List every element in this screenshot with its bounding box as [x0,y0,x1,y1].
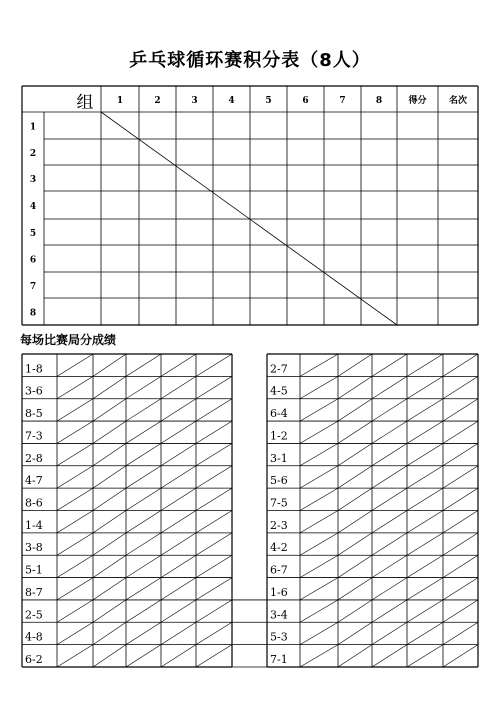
score-diagonal-line [443,399,478,421]
score-diagonal-line [300,600,338,622]
match-label: 2-5 [25,608,43,622]
score-diagonal-line [300,376,338,398]
score-diagonal-line [196,399,232,421]
score-diagonal-line [300,533,338,555]
score-diagonal-line [93,466,126,488]
score-diagonal-line [57,354,93,376]
score-diagonal-line [126,622,161,644]
row-label: 5 [29,229,37,239]
score-diagonal-line [161,555,196,577]
score-diagonal-line [161,645,196,667]
column-header: 1 [116,96,124,106]
score-diagonal-line [161,578,196,600]
score-diagonal-line [443,622,478,644]
score-diagonal-line [161,622,196,644]
score-diagonal-line [161,533,196,555]
score-diagonal-line [196,645,232,667]
score-diagonal-line [93,622,126,644]
score-diagonal-line [126,399,161,421]
match-label: 3-1 [270,451,288,465]
score-diagonal-line [372,622,407,644]
score-diagonal-line [126,511,161,533]
match-label: 5-6 [270,474,288,488]
score-diagonal-line [372,533,407,555]
score-diagonal-line [407,533,443,555]
match-label: 4-8 [25,630,43,644]
score-diagonal-line [126,555,161,577]
score-diagonal-line [338,399,372,421]
match-label: 5-1 [25,563,43,577]
score-diagonal-line [57,600,93,622]
match-label: 2-3 [270,518,288,532]
match-label: 4-7 [25,474,43,488]
score-diagonal-line [126,600,161,622]
score-diagonal-line [196,354,232,376]
score-diagonal-line [93,376,126,398]
score-diagonal-line [93,555,126,577]
match-label: 1-2 [270,429,288,443]
score-diagonal-line [300,354,338,376]
score-diagonal-line [161,399,196,421]
score-diagonal-line [338,466,372,488]
score-diagonal-line [443,443,478,465]
match-label: 8-5 [25,407,43,421]
score-diagonal-line [126,488,161,510]
row-label: 6 [29,255,37,266]
match-label: 8-6 [25,496,43,510]
score-diagonal-line [407,622,443,644]
score-diagonal-line [407,488,443,510]
score-diagonal-line [161,600,196,622]
score-diagonal-line [57,488,93,510]
score-diagonal-line [407,555,443,577]
score-diagonal-line [372,488,407,510]
score-diagonal-line [93,533,126,555]
score-diagonal-line [196,466,232,488]
score-diagonal-line [57,578,93,600]
score-diagonal-line [57,421,93,443]
score-diagonal-line [196,488,232,510]
match-label: 1-6 [270,585,288,599]
score-diagonal-line [407,421,443,443]
row-label: 3 [29,175,37,185]
row-label: 2 [29,149,37,159]
score-diagonal-line [196,376,232,398]
column-header: 4 [228,96,235,106]
rank-header: 名次 [448,96,468,106]
score-diagonal-line [126,443,161,465]
match-label: 2-8 [25,451,43,465]
score-diagonal-line [126,421,161,443]
score-diagonal-line [443,600,478,622]
match-section-title: 每场比赛局分成绩 [20,333,117,347]
score-diagonal-line [126,354,161,376]
score-diagonal-line [300,645,338,667]
score-diagonal-line [93,578,126,600]
match-label: 7-3 [25,429,43,443]
score-diagonal-line [443,533,478,555]
score-diagonal-line [372,443,407,465]
column-header: 3 [191,96,198,106]
match-label: 3-4 [270,608,288,622]
score-diagonal-line [300,555,338,577]
score-diagonal-line [443,488,478,510]
score-diagonal-line [126,645,161,667]
score-diagonal-line [126,533,161,555]
score-diagonal-line [161,511,196,533]
score-diagonal-line [407,578,443,600]
match-label: 8-7 [25,585,43,599]
score-diagonal-line [161,443,196,465]
column-header: 7 [339,96,346,106]
score-diagonal-line [443,421,478,443]
score-diagonal-line [407,645,443,667]
score-diagonal-line [338,354,372,376]
score-diagonal-line [443,578,478,600]
score-diagonal-line [196,533,232,555]
score-diagonal-line [338,533,372,555]
score-diagonal-line [57,399,93,421]
score-diagonal-line [93,443,126,465]
score-diagonal-line [161,488,196,510]
score-diagonal-line [300,488,338,510]
score-diagonal-line [372,354,407,376]
score-diagonal-line [93,511,126,533]
match-label: 4-2 [270,541,288,555]
match-label: 6-7 [270,563,288,577]
score-diagonal-line [443,645,478,667]
score-diagonal-line [161,421,196,443]
corner-label: 组 [76,93,94,113]
score-diagonal-line [372,376,407,398]
score-diagonal-line [196,511,232,533]
score-diagonal-line [93,645,126,667]
score-diagonal-line [196,421,232,443]
score-diagonal-line [338,376,372,398]
score-diagonal-line [372,578,407,600]
score-diagonal-line [372,511,407,533]
score-diagonal-line [338,555,372,577]
match-label: 5-3 [270,630,288,644]
match-label: 3-8 [25,541,43,555]
score-diagonal-line [443,511,478,533]
score-diagonal-line [372,466,407,488]
score-diagonal-line [372,399,407,421]
score-diagonal-line [443,354,478,376]
score-diagonal-line [407,376,443,398]
score-diagonal-line [196,443,232,465]
score-diagonal-line [443,466,478,488]
score-diagonal-line [407,600,443,622]
score-diagonal-line [338,443,372,465]
score-diagonal-line [93,421,126,443]
match-label: 7-5 [270,496,288,510]
score-diagonal-line [196,622,232,644]
score-diagonal-line [196,578,232,600]
score-diagonal-line [407,443,443,465]
score-diagonal-line [372,421,407,443]
score-diagonal-line [407,399,443,421]
score-diagonal-line [57,645,93,667]
score-diagonal-line [196,600,232,622]
match-label: 2-7 [270,362,288,376]
score-diagonal-line [93,488,126,510]
match-label: 6-4 [270,407,288,421]
score-diagonal-line [126,578,161,600]
match-label: 7-1 [270,653,288,666]
score-diagonal-line [338,600,372,622]
score-diagonal-line [372,645,407,667]
score-diagonal-line [300,399,338,421]
score-diagonal-line [300,578,338,600]
score-diagonal-line [338,488,372,510]
match-label: 6-2 [25,653,43,666]
score-diagonal-line [161,466,196,488]
column-header: 6 [302,96,309,106]
column-header: 5 [265,96,272,106]
score-diagonal-line [300,466,338,488]
score-diagonal-line [93,354,126,376]
column-header: 2 [154,96,161,106]
score-diagonal-line [372,555,407,577]
score-diagonal-line [338,511,372,533]
score-diagonal-line [57,555,93,577]
match-label: 1-4 [25,518,43,532]
score-diagonal-line [93,399,126,421]
match-label: 4-5 [270,384,288,398]
page-title: 乒乓球循环赛积分表（8人） [129,50,371,71]
score-diagonal-line [338,421,372,443]
row-label: 8 [29,308,37,319]
match-label: 3-6 [25,384,43,398]
points-header: 得分 [408,96,427,106]
score-diagonal-line [161,354,196,376]
column-header: 8 [375,96,383,106]
score-diagonal-line [407,511,443,533]
score-diagonal-line [338,578,372,600]
score-diagonal-line [372,600,407,622]
score-diagonal-line [443,376,478,398]
score-diagonal-line [300,622,338,644]
row-label: 4 [29,202,37,212]
score-diagonal-line [93,600,126,622]
score-diagonal-line [57,511,93,533]
row-label: 1 [29,122,37,133]
score-diagonal-line [57,443,93,465]
score-diagonal-line [443,555,478,577]
score-diagonal-line [196,555,232,577]
score-diagonal-line [161,376,196,398]
score-diagonal-line [57,622,93,644]
score-diagonal-line [300,443,338,465]
score-diagonal-line [407,466,443,488]
score-diagonal-line [300,421,338,443]
match-label: 1-8 [25,362,43,376]
score-diagonal-line [338,645,372,667]
score-diagonal-line [126,376,161,398]
row-label: 7 [29,282,37,292]
score-diagonal-line [407,354,443,376]
score-diagonal-line [57,466,93,488]
score-diagonal-line [126,466,161,488]
score-diagonal-line [57,376,93,398]
score-diagonal-line [300,511,338,533]
score-diagonal-line [57,533,93,555]
table-diagonal-line [101,112,397,325]
score-diagonal-line [338,622,372,644]
